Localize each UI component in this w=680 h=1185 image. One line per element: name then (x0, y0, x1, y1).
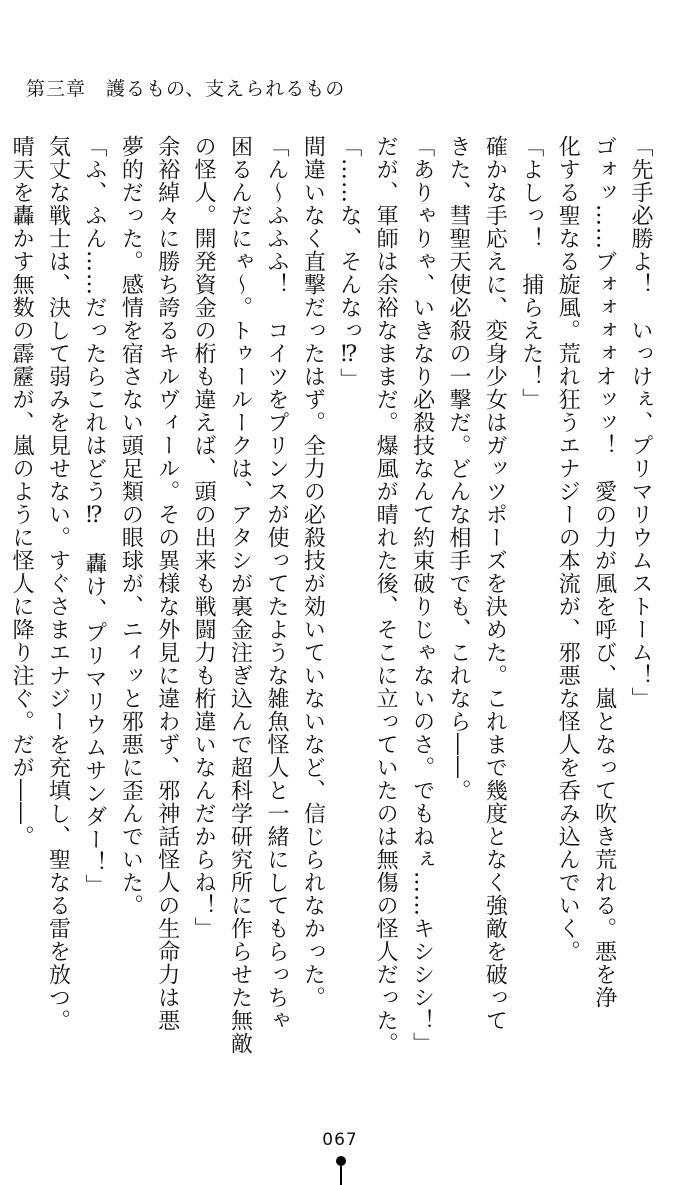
text-line: 「先手必勝よ！ いっけぇ、プリマリウムストーム！」 (628, 135, 653, 710)
text-line: 間違いなく直撃だったはず。全力の必殺技が効いていないなど、信じられなかった。 (300, 135, 326, 1009)
text-line: きた、彗聖天使必殺の一撃だ。どんな相手でも、これなら――。 (445, 135, 471, 802)
text-line: 困るんだにゃ～。トゥールークは、アタシが裏金注ぎ込んで超科学研究所に作らせた無敵 (227, 135, 253, 1055)
text-line: 「ありゃりゃ、いきなり必殺技なんて約束破りじゃないのさ。でもねぇ……キシシシ！」 (409, 135, 435, 1055)
text-line: 気丈な戦士は、決して弱みを見せない。すぐさまエナジーを充填し、聖なる雷を放つ。 (45, 135, 71, 1032)
text-line: 化する聖なる旋風。荒れ狂うエナジーの本流が、邪悪な怪人を呑み込んでいく。 (555, 135, 581, 963)
text-line: ゴォッ……ブォォォォオッッ！ 愛の力が風を呼び、嵐となって吹き荒れる。悪を浄 (591, 135, 617, 1009)
text-line: だが、軍師は余裕なままだ。爆風が晴れた後、そこに立っていたのは無傷の怪人だった。 (373, 135, 399, 1055)
chapter-title: 第三章 護るもの、支えられるもの (26, 78, 346, 100)
text-line: の怪人。開発資金の桁も違えば、頭の出来も戦闘力も桁違いなんだからね！」 (191, 135, 217, 940)
text-line: 「よしっ！ 捕らえた！」 (518, 135, 544, 411)
page-number: 067 (322, 1130, 358, 1150)
body-text (9, 135, 658, 1055)
folio-rule (340, 1166, 342, 1185)
text-line: 「……な、そんなっ⁉」 (336, 135, 362, 391)
folio-dot-icon (336, 1156, 346, 1166)
text-line: 確かな手応えに、変身少女はガッツポーズを決めた。これまで幾度となく強敵を破って (482, 135, 508, 1032)
text-line: 「ん～ふふふ！ コイツをプリンスが使ってたような雑魚怪人と一緒にしてもらっちゃ (263, 135, 289, 1032)
text-line: 夢的だった。感情を宿さない頭足類の眼球が、ニィッと邪悪に歪んでいた。 (118, 135, 144, 917)
text-line: 「ふ、ふん……だったらこれはどう⁉ 轟け、プリマリウムサンダー！」 (81, 135, 107, 897)
text-line: 晴天を轟かす無数の霹靂が、嵐のように怪人に降り注ぐ。だが――。 (9, 135, 35, 848)
text-line: 余裕綽々に勝ち誇るキルヴィール。その異様な外見に違わず、邪神話怪人の生命力は悪 (154, 135, 180, 1032)
